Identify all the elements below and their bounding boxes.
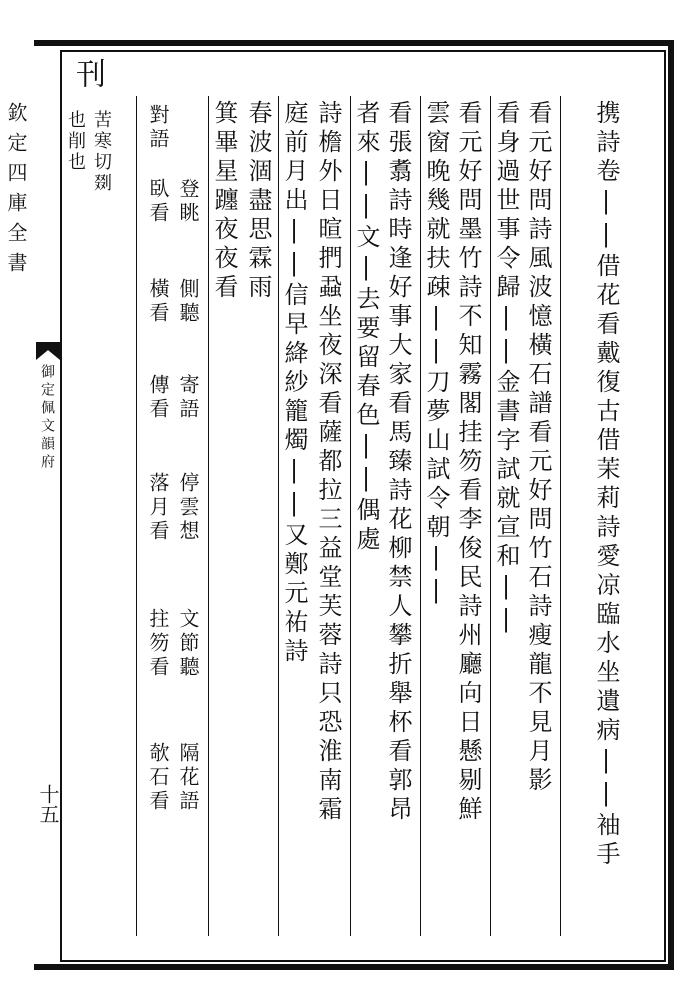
text-column-11: 箕畢星躔夜夜看 xyxy=(210,100,238,303)
text-column-4: 看元好問墨竹詩不知霧閣挂笏看李俊民詩州廳向日懸剔鮮 xyxy=(454,100,482,825)
text-column-6: 看張翥詩時逢好事大家看馬臻詩花柳禁人攀折舉杯看郭昂 xyxy=(384,100,412,825)
duiyu-item: 欹石看 xyxy=(146,742,170,814)
headword-char: 刊 xyxy=(70,58,105,88)
column-divider xyxy=(350,96,351,936)
duiyu-item: 傳看 xyxy=(146,374,170,422)
column-divider xyxy=(420,96,421,936)
text-column-1: 携詩卷||借花看戴復古借茉莉詩愛凉臨水坐遺病||袖手 xyxy=(592,100,620,870)
text-column-2: 看元好問詩風波憶橫石譜看元好問竹石詩瘦龍不見月影 xyxy=(524,100,552,796)
duiyu-column-divider xyxy=(136,96,137,936)
duiyu-item: 寄語 xyxy=(176,374,200,422)
text-column-3: 看身過世事令歸||金書字試就宣和|| xyxy=(492,100,520,638)
text-column-5: 雲窗晚幾就扶疎||刀夢山試令朝|| xyxy=(422,100,450,609)
text-column-8: 詩檐外日暄捫蝨坐夜深看薩都拉三益堂芙蓉詩只恐淮南霜 xyxy=(314,100,342,825)
headword-note-1: 苦寒切剟 xyxy=(91,110,112,194)
book-title: 欽定四庫全書 xyxy=(4,102,28,282)
text-column-9: 庭前月出||信早絳紗籠燭||又鄭元祐詩 xyxy=(280,100,308,667)
section-title: 御定佩文韻府 xyxy=(39,364,55,472)
column-divider xyxy=(208,96,209,936)
duiyu-item: 拄笏看 xyxy=(146,608,170,680)
duiyu-item: 橫看 xyxy=(146,278,170,326)
duiyu-item: 停雲想 xyxy=(176,472,200,544)
duiyu-item: 側聽 xyxy=(176,278,200,326)
column-divider xyxy=(490,96,491,936)
duiyu-item: 登眺 xyxy=(176,178,200,226)
text-column-7: 者來||文|去要留春色||偶處 xyxy=(352,100,380,555)
headword-note-2: 也削也 xyxy=(65,110,86,173)
duiyu-item: 落月看 xyxy=(146,472,170,544)
page-number: 十五 xyxy=(36,784,60,824)
duiyu-item: 文節聽 xyxy=(176,608,200,680)
duiyu-item: 隔花語 xyxy=(176,742,200,814)
text-column-10: 春波涸盡思霖雨 xyxy=(244,100,272,303)
column-divider xyxy=(278,96,279,936)
duiyu-item: 臥看 xyxy=(146,178,170,226)
column-divider xyxy=(560,96,561,936)
duiyu-label: 對語 xyxy=(146,104,170,152)
